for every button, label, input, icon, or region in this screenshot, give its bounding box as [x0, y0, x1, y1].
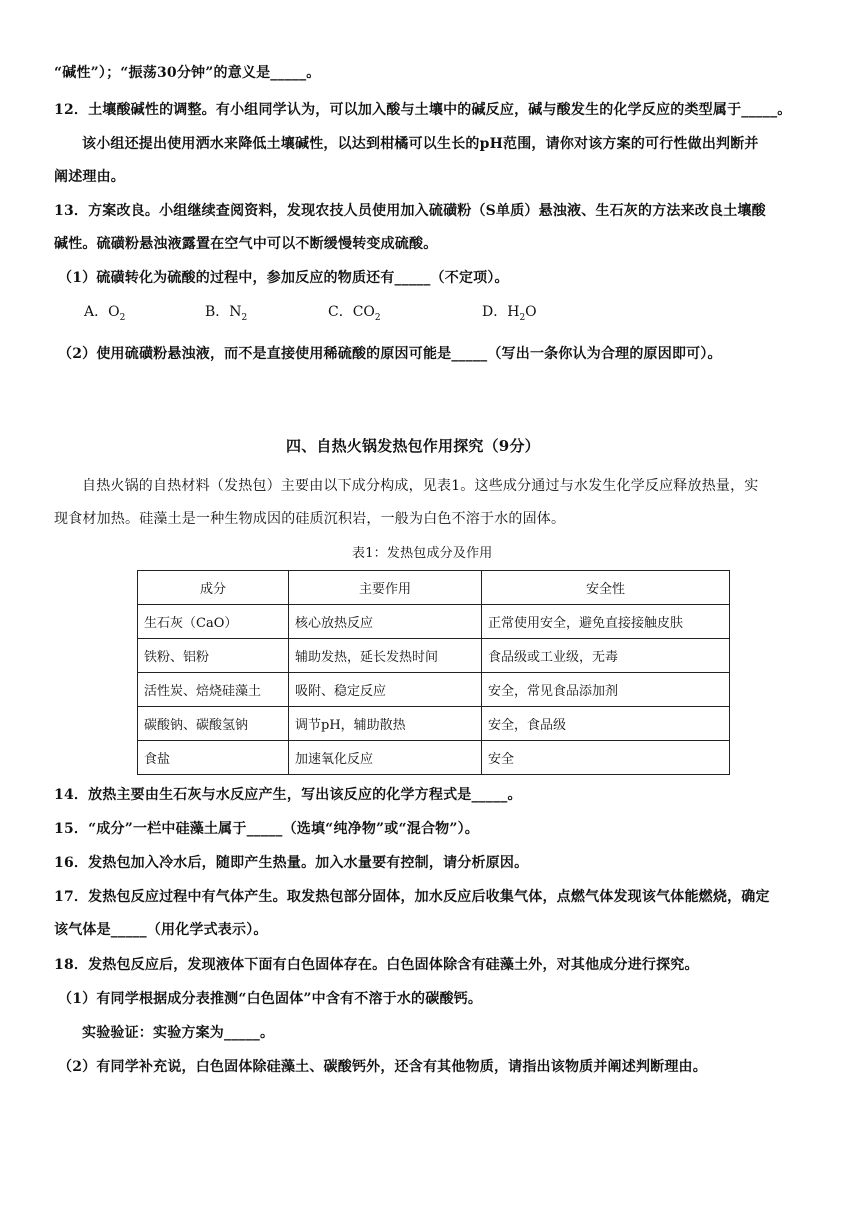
question-16: 16．发热包加入冷水后，随即产生热量。加入水量要有控制，请分析原因。 — [54, 855, 529, 871]
intro-text: 现食材加热。硅藻土是一种生物成因的硅质沉积岩，一般为白色不溶于水的固体。 — [54, 511, 566, 527]
column-header: 安全性 — [482, 571, 730, 605]
question-18-part-1: （1）有同学根据成分表推测“白色固体”中含有不溶于水的碳酸钙。 — [58, 991, 483, 1007]
table-cell: 安全 — [482, 741, 730, 775]
table-row — [138, 707, 730, 741]
table-cell: 活性炭、焙烧硅藻土 — [138, 673, 289, 707]
table-cell: 食品级或工业级，无毒 — [482, 639, 730, 673]
table-row — [138, 741, 730, 775]
question-17: 17．发热包反应过程中有气体产生。取发热包部分固体，加水反应后收集气体，点燃气体发现该气体能燃烧，确定 — [54, 889, 770, 905]
question-12: 12．土壤酸碱性的调整。有小组同学认为，可以加入酸与土壤中的碱反应，碱与酸发生的化学反应的类型属于_____。 — [54, 102, 792, 118]
table-cell: 吸附、稳定反应 — [289, 673, 482, 707]
question-13-part-1: （1）硫磺转化为硫酸的过程中，参加反应的物质还有_____（不定项）。 — [58, 270, 509, 286]
option-c: C．$CO_2$ — [328, 304, 381, 323]
question-13-part-2: （2）使用硫磺粉悬浊液，而不是直接使用稀硫酸的原因可能是_____（写出一条你认为合理的原因即可）。 — [58, 346, 722, 362]
option-a: A．$O_2$ — [84, 304, 126, 323]
option-d: D．$H_2O$ — [482, 304, 537, 323]
table-cell: 安全，常见食品添加剂 — [482, 673, 730, 707]
option-b: B．$N_2$ — [205, 304, 248, 323]
table-cell: 生石灰（CaO） — [138, 605, 289, 639]
table-caption: 表1：发热包成分及作用 — [352, 546, 493, 561]
question-13: 13．方案改良。小组继续查阅资料，发现农技人员使用加入硫磺粉（S单质）悬浊液、生石灰的方法来改良土壤酸 — [54, 203, 766, 219]
text-line: 阐述理由。 — [54, 169, 125, 185]
question-18: 18．发热包反应后，发现液体下面有白色固体存在。白色固体除含有硅藻土外，对其他成分进行探究。 — [54, 957, 699, 973]
table-cell: 辅助发热，延长发热时间 — [289, 639, 482, 673]
table-row — [138, 673, 730, 707]
text-line: 实验验证：实验方案为_____。 — [82, 1025, 275, 1041]
intro-text: 自热火锅的自热材料（发热包）主要由以下成分构成，见表1。这些成分通过与水发生化学反应释放热量，实 — [82, 478, 759, 494]
table-cell: 正常使用安全，避免直接接触皮肤 — [482, 605, 730, 639]
question-14: 14．放热主要由生石灰与水反应产生，写出该反应的化学方程式是_____。 — [54, 787, 522, 803]
table-cell: 加速氧化反应 — [289, 741, 482, 775]
table-row — [138, 605, 730, 639]
table-row — [138, 639, 730, 673]
table-cell: 安全，食品级 — [482, 707, 730, 741]
table-cell: 调节pH，辅助散热 — [289, 707, 482, 741]
ingredients-table — [137, 570, 730, 775]
table-cell: 碳酸钠、碳酸氢钠 — [138, 707, 289, 741]
column-header: 成分 — [138, 571, 289, 605]
section-title: 四、自热火锅发热包作用探究（9分） — [286, 437, 540, 455]
table-cell: 食盐 — [138, 741, 289, 775]
text-line: 碱性。硫磺粉悬浊液露置在空气中可以不断缓慢转变成硫酸。 — [54, 236, 438, 252]
text-line: “碱性”）；“振荡30分钟”的意义是_____。 — [54, 65, 321, 81]
column-header: 主要作用 — [289, 571, 482, 605]
table-cell: 铁粉、铝粉 — [138, 639, 289, 673]
question-18-part-2: （2）有同学补充说，白色固体除硅藻土、碳酸钙外，还含有其他物质，请指出该物质并阐述判断理由。 — [58, 1059, 707, 1075]
table-header-row — [138, 571, 730, 605]
text-line: 该气体是_____（用化学式表示）。 — [54, 922, 268, 938]
table-cell: 核心放热反应 — [289, 605, 482, 639]
text-line: 该小组还提出使用洒水来降低土壤碱性，以达到柑橘可以生长的pH范围，请你对该方案的可行性做出判断并 — [82, 136, 759, 152]
question-15: 15．“成分”一栏中硅藻土属于_____（选填“纯净物”或“混合物”）。 — [54, 821, 479, 837]
